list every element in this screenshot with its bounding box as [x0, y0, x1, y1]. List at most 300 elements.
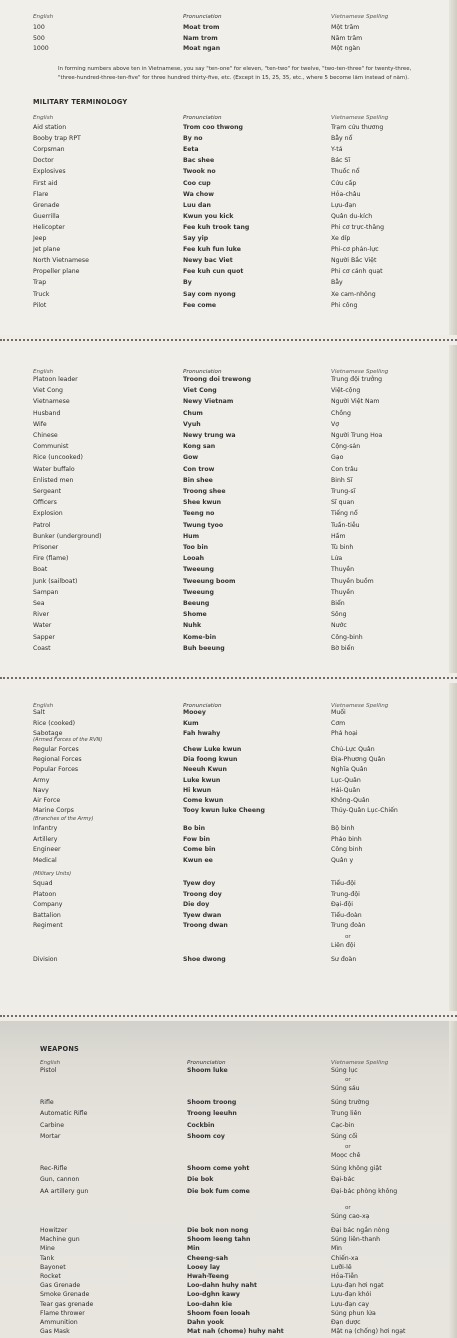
english-cell: Sampan	[33, 588, 59, 596]
vietnamese-cell: Đạn dược	[331, 1319, 361, 1326]
vietnamese-cell: Hỏa-châu	[331, 190, 361, 198]
table-row	[0, 745, 457, 755]
table-row	[0, 755, 457, 765]
table-row	[0, 498, 457, 508]
pronunciation-cell: Shoom troong	[187, 1099, 237, 1106]
vietnamese-cell: Vợ	[331, 420, 340, 428]
table-row	[0, 633, 457, 643]
table-row	[0, 845, 457, 855]
english-cell: Regional Forces	[33, 756, 82, 764]
table-row	[0, 442, 457, 452]
table-row	[0, 824, 457, 834]
vietnamese-cell: Mìn	[331, 1245, 342, 1253]
column-header-row	[0, 12, 457, 22]
english-cell: Explosives	[33, 168, 66, 176]
header-vietnamese: Vietnamese Spelling	[331, 369, 389, 375]
vietnamese-cell: Xe cam-nhông	[331, 290, 376, 298]
pronunciation-cell: Beeung	[183, 600, 210, 607]
vietnamese-cell: Sông	[331, 611, 347, 619]
pronunciation-cell: Troong shee	[183, 488, 226, 495]
table-row	[0, 487, 457, 497]
vietnamese-cell: Thuyền	[331, 566, 355, 574]
table-row	[0, 708, 457, 718]
vietnamese-cell: Súng phun lửa	[331, 1309, 376, 1317]
vietnamese-cell: Người Bắc Việt	[331, 257, 377, 265]
pronunciation-cell: Tyew doy	[183, 880, 216, 887]
english-cell: Mortar	[40, 1132, 61, 1140]
vietnamese-cell: Thuốc nổ	[331, 168, 360, 176]
vietnamese-cell: Súng cao-xạ	[331, 1213, 370, 1220]
english-cell: Regular Forces	[33, 746, 79, 753]
vietnamese-cell: Trung-đội	[331, 890, 360, 898]
table-row	[0, 301, 457, 311]
vietnamese-cell: Lục-Quân	[331, 776, 361, 784]
vietnamese-cell: Muối	[331, 709, 346, 716]
pronunciation-cell: Loo-dahn huhy naht	[187, 1282, 257, 1290]
numbers-note: In forming numbers above ten in Vietnamese, you say "ten-one" for eleven, "ten-two" for twelve, "two-ten-three" for twenty-three, "three-hundred-three-ten-five" for three hundred thirty-five, etc. (Except in 15, 25, 35, etc., where 5 become lăm instead of năm).	[58, 66, 412, 81]
header-english: English	[33, 703, 54, 709]
vietnamese-cell: Phi cơ trực-thăng	[331, 223, 385, 231]
vietnamese-cell: Súng lục	[331, 1067, 358, 1074]
english-cell: River	[33, 611, 50, 619]
table-row	[0, 1327, 457, 1337]
pronunciation-cell: Chew Luke kwun	[183, 746, 242, 753]
vietnamese-cell: Y-tá	[331, 146, 343, 154]
pronunciation-cell: Shome	[183, 611, 207, 619]
page-panel-4	[0, 1021, 457, 1338]
vietnamese-cell: Trung liên	[331, 1110, 362, 1118]
table-row	[0, 278, 457, 288]
english-cell: Carbine	[40, 1121, 65, 1129]
table-row	[0, 955, 457, 965]
pronunciation-cell: Newy trung wa	[183, 432, 236, 439]
pronunciation-cell: Viet Cong	[183, 387, 217, 395]
english-cell: Truck	[33, 290, 50, 298]
vietnamese-cell: Hải-Quân	[331, 786, 361, 794]
vietnamese-cell: Quân du-kích	[331, 212, 373, 220]
vietnamese-cell: Địa-Phương Quân	[331, 756, 386, 764]
vietnamese-cell: Tiếng nổ	[331, 510, 358, 518]
english-cell: Trap	[33, 279, 47, 287]
pronunciation-cell: Min	[187, 1245, 200, 1253]
english-cell: Rec-Rifle	[40, 1165, 68, 1172]
table-row	[0, 765, 457, 775]
pronunciation-cell: Say yip	[183, 235, 209, 242]
pronunciation-cell: Vyuh	[183, 420, 201, 428]
english-cell: Bayonet	[40, 1263, 66, 1271]
vietnamese-cell: Không-Quân	[331, 797, 370, 804]
vietnamese-cell: Sĩ quan	[331, 499, 355, 507]
english-cell: Marine Corps	[33, 807, 74, 815]
vietnamese-cell: Người Trung Hoa	[331, 432, 383, 439]
english-cell: Sabotage	[33, 730, 63, 737]
table-row	[0, 134, 457, 144]
header-pronunciation: Pronunciation	[183, 369, 222, 375]
vietnamese-cell: Súng cối	[331, 1132, 358, 1140]
english-cell: Artillery	[33, 835, 58, 843]
vietnamese-cell: Năm trăm	[331, 34, 363, 42]
pronunciation-cell: Shee kwun	[183, 499, 222, 507]
pronunciation-cell: Troong dwan	[183, 922, 228, 929]
table-row	[0, 1151, 457, 1161]
vietnamese-cell: Đại-bác phòng không	[331, 1187, 398, 1195]
pronunciation-cell: Moat ngan	[183, 45, 221, 52]
vietnamese-cell: Lựu-đạn cay	[331, 1300, 369, 1308]
pronunciation-cell: Gow	[183, 454, 199, 462]
or-separator: or	[345, 1205, 351, 1211]
vietnamese-cell: Một trăm	[331, 24, 360, 31]
english-cell: Flame thrower	[40, 1309, 85, 1317]
header-pronunciation: Pronunciation	[183, 703, 222, 709]
vietnamese-cell: Mặt nạ (chống) hơi ngạt	[331, 1328, 406, 1336]
english-cell: Jeep	[33, 235, 47, 242]
vietnamese-cell: Nước	[331, 622, 347, 630]
table-row	[0, 1084, 457, 1094]
pronunciation-cell: Hwah-Teeng	[187, 1273, 229, 1280]
vietnamese-cell: Một ngàn	[331, 45, 361, 52]
english-cell: Battalion	[33, 911, 61, 919]
perforation-line	[0, 677, 457, 679]
header-vietnamese: Vietnamese Spelling	[331, 115, 389, 121]
perforation-line	[0, 1015, 457, 1017]
english-cell: 100	[33, 24, 45, 31]
pronunciation-cell: Loo-dahn kie	[187, 1300, 233, 1308]
perforation-line	[0, 339, 457, 341]
pronunciation-cell: Con trow	[183, 465, 215, 473]
table-row	[0, 23, 457, 33]
english-cell: Pistol	[40, 1067, 57, 1074]
page-panel-1	[0, 0, 457, 335]
english-cell: Salt	[33, 709, 45, 716]
pronunciation-cell: Cheeng-sah	[187, 1254, 229, 1262]
english-cell: North Vietnamese	[33, 257, 89, 265]
english-cell: Doctor	[33, 157, 54, 165]
table-row	[0, 1212, 457, 1222]
vietnamese-cell: Con trâu	[331, 465, 358, 473]
english-cell: Company	[33, 901, 63, 908]
header-english: English	[33, 369, 54, 375]
english-cell: Army	[33, 776, 50, 784]
english-cell: AA artillery gun	[40, 1187, 89, 1195]
vietnamese-cell: Hỏa-Tiễn	[331, 1273, 358, 1280]
english-cell: Flare	[33, 190, 49, 198]
table-row	[0, 1132, 457, 1142]
pronunciation-cell: Fow bin	[183, 835, 211, 843]
table-row	[0, 1066, 457, 1076]
table-row	[0, 267, 457, 277]
english-cell: Sapper	[33, 633, 55, 641]
vietnamese-cell: Tiểu-đội	[331, 880, 356, 887]
english-cell: Vietnamese	[33, 398, 70, 406]
vietnamese-cell: Phi cơ cánh quạt	[331, 268, 383, 276]
section-title-military: MILITARY TERMINOLOGY	[33, 98, 128, 106]
pronunciation-cell: Bac shee	[183, 157, 215, 165]
vietnamese-cell: Bẫy nổ	[331, 135, 353, 143]
pronunciation-cell: Bo bin	[183, 825, 206, 832]
pronunciation-cell: Cockbin	[187, 1121, 215, 1129]
english-cell: Aid station	[33, 124, 67, 131]
english-cell: Machine gun	[40, 1236, 80, 1244]
pronunciation-cell: Dia foong kwun	[183, 756, 238, 764]
table-row	[0, 453, 457, 463]
table-row	[0, 644, 457, 654]
subheading-units: (Military Units)	[33, 871, 72, 877]
pronunciation-cell: Nuhk	[183, 622, 202, 630]
vietnamese-cell: Cơm	[331, 719, 346, 727]
english-cell: Ammunition	[40, 1319, 78, 1326]
pronunciation-cell: Mooey	[183, 709, 206, 716]
page-panel-2	[0, 345, 457, 673]
vietnamese-cell: Phá hoại	[331, 730, 358, 737]
table-row	[0, 509, 457, 519]
pronunciation-cell: Fee kuh trook tang	[183, 223, 250, 231]
or-separator: or	[345, 934, 351, 940]
english-cell: Engineer	[33, 846, 61, 853]
english-cell: Wife	[33, 420, 47, 428]
vietnamese-cell: Đại bác ngắn nòng	[331, 1227, 390, 1234]
table-row	[0, 610, 457, 620]
table-row	[0, 719, 457, 729]
english-cell: Enlisted men	[33, 476, 74, 484]
vietnamese-cell: Súng liên-thanh	[331, 1236, 381, 1244]
table-row	[0, 521, 457, 531]
table-row	[0, 1109, 457, 1119]
table-row	[0, 34, 457, 44]
table-row	[0, 409, 457, 419]
table-row	[0, 256, 457, 266]
pronunciation-cell: Newy Vietnam	[183, 398, 234, 406]
header-english: English	[40, 1060, 61, 1066]
english-cell: Platoon	[33, 890, 57, 898]
vietnamese-cell: Lựu-đạn	[331, 201, 357, 209]
vietnamese-cell: Lựu-đạn khói	[331, 1291, 372, 1299]
english-cell: Sea	[33, 600, 45, 607]
pronunciation-cell: Kwun ee	[183, 856, 213, 864]
table-row	[0, 776, 457, 786]
header-pronunciation: Pronunciation	[183, 14, 222, 20]
table-row	[0, 420, 457, 430]
table-row	[0, 179, 457, 189]
pronunciation-cell: Tweeung	[183, 588, 214, 596]
table-row	[0, 476, 457, 486]
vietnamese-cell: Pháo binh	[331, 835, 362, 843]
english-cell: Corpsman	[33, 146, 65, 154]
vietnamese-cell: Binh Sĩ	[331, 476, 353, 484]
pronunciation-cell: Looah	[183, 555, 205, 563]
vietnamese-cell: Lửa	[331, 555, 343, 563]
pronunciation-cell: Too bin	[183, 544, 209, 551]
vietnamese-cell: Tù binh	[331, 544, 354, 551]
english-cell: Prisoner	[33, 544, 59, 551]
vietnamese-cell: Thủy-Quân Lục-Chiến	[331, 807, 398, 815]
pronunciation-cell: Trom coo thwong	[183, 124, 243, 131]
english-cell: Rifle	[40, 1099, 54, 1106]
english-cell: Automatic Rifle	[40, 1110, 88, 1118]
header-vietnamese: Vietnamese Spelling	[331, 703, 389, 709]
english-cell: Platoon leader	[33, 376, 78, 383]
pronunciation-cell: Tweeung boom	[183, 577, 236, 585]
english-cell: Gas Grenade	[40, 1282, 81, 1290]
english-cell: Water	[33, 622, 52, 630]
or-separator: or	[345, 1077, 351, 1083]
pronunciation-cell: Tooy kwun luke Cheeng	[183, 807, 265, 815]
pronunciation-cell: Hum	[183, 532, 200, 540]
vietnamese-cell: Hầm	[331, 532, 346, 540]
vietnamese-cell: Thuyền	[331, 588, 355, 596]
vietnamese-cell: Tuần-tiễu	[331, 521, 360, 529]
table-row	[0, 190, 457, 200]
english-cell: Guerrilla	[33, 212, 60, 220]
english-cell: Tear gas grenade	[40, 1300, 94, 1308]
pronunciation-cell: Kome-bin	[183, 633, 217, 641]
vietnamese-cell: Công binh	[331, 846, 363, 853]
vietnamese-cell: Thuyền buồm	[331, 577, 374, 585]
pronunciation-cell: Shoom leeng tahn	[187, 1236, 251, 1244]
table-row	[0, 290, 457, 300]
pronunciation-cell: Die bok fum come	[187, 1187, 250, 1195]
vietnamese-cell: Đại-bác	[331, 1176, 355, 1184]
english-cell: Fire (flame)	[33, 555, 69, 563]
vietnamese-cell: Súng không giật	[331, 1165, 382, 1172]
english-cell: Howitzer	[40, 1227, 68, 1234]
pronunciation-cell: Newy bac Viet	[183, 257, 233, 265]
pronunciation-cell: Tweeung	[183, 566, 214, 574]
pronunciation-cell: Bin shee	[183, 476, 213, 484]
vietnamese-cell: Trung đoàn	[331, 922, 366, 929]
table-row	[0, 223, 457, 233]
table-row	[0, 123, 457, 133]
pronunciation-cell: Kwun you kick	[183, 212, 234, 220]
pronunciation-cell: Eeta	[183, 146, 199, 154]
table-row	[0, 167, 457, 177]
vietnamese-cell: Việt-cộng	[331, 387, 361, 395]
pronunciation-cell: Die bok	[187, 1176, 214, 1184]
table-row	[0, 1121, 457, 1131]
english-cell: Mine	[40, 1245, 55, 1253]
table-row	[0, 156, 457, 166]
table-row	[0, 431, 457, 441]
pronunciation-cell: Shoom coy	[187, 1132, 225, 1140]
pronunciation-cell: Come kwun	[183, 797, 224, 804]
english-cell: Navy	[33, 786, 49, 794]
pronunciation-cell: Fee kuh fun luke	[183, 246, 241, 254]
table-row	[0, 577, 457, 587]
table-row	[0, 1175, 457, 1185]
english-cell: Viet Cong	[33, 387, 63, 395]
english-cell: Rice (cooked)	[33, 719, 76, 727]
pronunciation-cell: Shoe dwong	[183, 956, 226, 963]
table-row	[0, 890, 457, 900]
header-english: English	[33, 14, 54, 20]
vietnamese-cell: Moọc chê	[331, 1152, 361, 1159]
vietnamese-cell: Quân y	[331, 856, 354, 864]
table-row	[0, 806, 457, 816]
english-cell: Rocket	[40, 1273, 61, 1280]
header-pronunciation: Pronunciation	[183, 115, 222, 121]
vietnamese-cell: Chiến-xa	[331, 1254, 359, 1262]
english-cell: Chinese	[33, 432, 58, 439]
header-vietnamese: Vietnamese Spelling	[331, 1060, 389, 1066]
english-cell: Division	[33, 956, 58, 963]
table-row	[0, 588, 457, 598]
table-row	[0, 786, 457, 796]
english-cell: Smoke Grenade	[40, 1291, 90, 1299]
pronunciation-cell: Twung tyoo	[183, 521, 224, 529]
pronunciation-cell: Troong doy	[183, 890, 222, 898]
vietnamese-cell: Bẫy	[331, 279, 343, 287]
english-cell: Bunker (underground)	[33, 532, 102, 540]
table-row	[0, 1164, 457, 1174]
pronunciation-cell: Dahn yook	[187, 1319, 224, 1326]
table-row	[0, 386, 457, 396]
header-english: English	[33, 115, 54, 121]
vietnamese-cell: Trạm cứu thương	[331, 124, 384, 131]
pronunciation-cell: Luu dan	[183, 201, 211, 209]
english-cell: Infantry	[33, 825, 58, 832]
english-cell: Grenade	[33, 201, 60, 209]
english-cell: Propeller plane	[33, 268, 80, 276]
table-row	[0, 565, 457, 575]
subheading-armed-forces: (Armed Forces of the RVN)	[33, 737, 103, 743]
table-row	[0, 44, 457, 54]
pronunciation-cell: Chum	[183, 409, 203, 417]
vietnamese-cell: Đại-đội	[331, 901, 353, 908]
pronunciation-cell: Buh beeung	[183, 644, 225, 652]
vietnamese-cell: Bác Sĩ	[331, 157, 351, 165]
pronunciation-cell: Mat nah (chome) huhy naht	[187, 1328, 284, 1336]
pronunciation-cell: Tyew dwan	[183, 911, 222, 919]
table-row	[0, 543, 457, 553]
table-row	[0, 911, 457, 921]
vietnamese-cell: Trung đội trưởng	[331, 376, 383, 383]
english-cell: Gas Mask	[40, 1328, 70, 1336]
pronunciation-cell: Luke kwun	[183, 776, 221, 784]
pronunciation-cell: Wa chow	[183, 190, 214, 198]
vietnamese-cell: Nghĩa Quân	[331, 766, 368, 774]
english-cell: Sergeant	[33, 488, 62, 495]
table-row	[0, 532, 457, 542]
vietnamese-cell: Lưỡi-lê	[331, 1263, 352, 1271]
pronunciation-cell: Moat trom	[183, 24, 220, 31]
english-cell: Jet plane	[33, 246, 61, 254]
pronunciation-cell: Coo cup	[183, 179, 211, 187]
header-pronunciation: Pronunciation	[187, 1060, 226, 1066]
english-cell: Medical	[33, 856, 57, 864]
pronunciation-cell: Fah hwahy	[183, 730, 221, 737]
pronunciation-cell: Loo-dghn kawy	[187, 1291, 240, 1299]
english-cell: Tank	[40, 1254, 55, 1262]
vietnamese-cell: Chủ-Lực Quân	[331, 746, 375, 753]
vietnamese-cell: Chồng	[331, 409, 351, 417]
english-cell: Boat	[33, 566, 48, 574]
table-row	[0, 900, 457, 910]
vietnamese-cell: Sư đoàn	[331, 956, 357, 963]
pronunciation-cell: By no	[183, 135, 203, 143]
english-cell: Water buffalo	[33, 465, 75, 473]
english-cell: Communist	[33, 443, 69, 451]
pronunciation-cell: Twook no	[183, 168, 216, 176]
table-row	[0, 1187, 457, 1197]
column-header-row	[0, 113, 457, 123]
pronunciation-cell: By	[183, 279, 192, 287]
vietnamese-cell: Súng trường	[331, 1099, 370, 1106]
vietnamese-cell: Lựu-đạn hơi ngạt	[331, 1282, 384, 1290]
table-row	[0, 375, 457, 385]
vietnamese-cell: Công-binh	[331, 633, 363, 641]
vietnamese-cell: Tiểu-đoàn	[331, 911, 362, 919]
table-row	[0, 796, 457, 806]
table-row	[0, 201, 457, 211]
